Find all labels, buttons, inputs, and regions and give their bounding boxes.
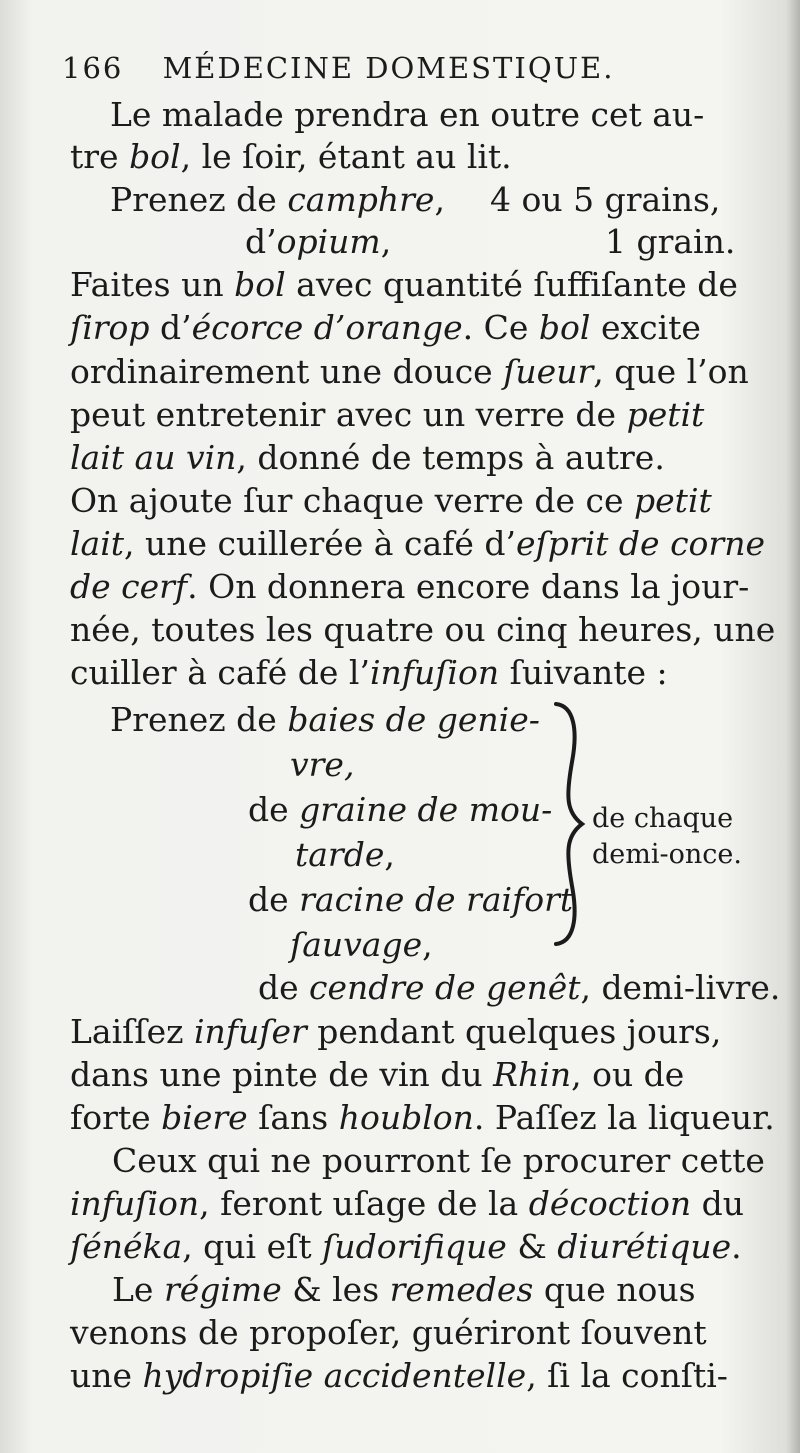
text-span: , qui eſt xyxy=(182,1227,323,1266)
text-line xyxy=(112,1141,765,1181)
text-line xyxy=(245,222,391,262)
italic-term: lait au vin xyxy=(70,438,237,477)
text-line xyxy=(70,1227,742,1267)
dose-line xyxy=(605,222,735,262)
italic-term: houblon xyxy=(338,1098,474,1137)
text-span: , donné de temps à autre. xyxy=(236,438,665,477)
italic-term: infuſer xyxy=(193,1012,307,1051)
text-span: On ajoute ſur chaque verre de ce xyxy=(70,481,635,520)
text-span: dans une pinte de vin du xyxy=(70,1055,494,1094)
quantity-text: demi-once. xyxy=(592,839,742,870)
italic-term: régime xyxy=(163,1270,282,1309)
text-span: née, toutes les quatre ou cinq heures, une xyxy=(70,610,776,649)
text-line xyxy=(70,1012,721,1052)
dose: 4 ou 5 grains, xyxy=(490,180,721,219)
recipe-line xyxy=(290,925,433,965)
text-span: , xyxy=(434,180,445,219)
text-span: d’ xyxy=(245,222,277,261)
text-span: , ſi la conſti- xyxy=(526,1356,728,1395)
running-title: MÉDECINE DOMESTIQUE. xyxy=(162,51,615,85)
text-span: , que l’on xyxy=(593,352,749,391)
text-line xyxy=(70,1055,684,1095)
italic-term: bol xyxy=(234,265,286,304)
text-span: . On donnera encore dans la jour- xyxy=(187,567,750,606)
italic-term: ſudorifique xyxy=(322,1227,507,1266)
text-span: Prenez de xyxy=(110,700,288,739)
text-span: forte xyxy=(70,1098,162,1137)
text-line xyxy=(70,1184,744,1224)
text-line xyxy=(70,524,765,564)
dose: 1 grain. xyxy=(605,222,736,261)
text-span: . Ce xyxy=(462,308,539,347)
text-span: , feront uſage de la xyxy=(199,1184,529,1223)
text-span: Laiſſez xyxy=(70,1012,194,1051)
recipe-line xyxy=(110,700,540,740)
text-line xyxy=(70,1356,728,1396)
page-header xyxy=(62,48,614,88)
quantity-text: de chaque xyxy=(592,803,734,834)
italic-term: diurétique xyxy=(557,1227,732,1266)
italic-term: bol xyxy=(129,137,181,176)
text-span: ſans xyxy=(247,1098,339,1137)
text-line xyxy=(110,180,445,220)
text-span: . xyxy=(731,1227,742,1266)
italic-term: baies de genie- xyxy=(287,700,540,739)
text-span: , ou de xyxy=(571,1055,685,1094)
italic-term: racine de raifort xyxy=(299,880,574,919)
text-span: , le ſoir, étant au lit. xyxy=(180,137,512,176)
italic-term: cendre de genêt xyxy=(309,968,581,1007)
italic-term: vre, xyxy=(290,745,355,784)
text-span: . Paſſez la liqueur. xyxy=(473,1098,775,1137)
italic-term: bol xyxy=(538,308,591,347)
text-span: & les xyxy=(281,1270,390,1309)
text-line xyxy=(70,352,749,392)
italic-term: eſprit de corne xyxy=(515,524,765,563)
page-edge-shadow xyxy=(786,0,800,1453)
text-span: une xyxy=(70,1356,143,1395)
dose-line xyxy=(490,180,720,220)
text-span: que nous xyxy=(533,1270,696,1309)
text-line xyxy=(112,1270,696,1310)
text-span: de xyxy=(248,790,300,829)
text-span: venons de propoſer, guériront ſouvent xyxy=(70,1313,707,1352)
italic-term: petit xyxy=(626,395,705,434)
italic-term: biere xyxy=(161,1098,248,1137)
curly-brace-icon xyxy=(548,700,588,948)
quantity-line xyxy=(592,802,733,836)
text-span: & xyxy=(506,1227,558,1266)
recipe-line xyxy=(258,968,780,1008)
text-line xyxy=(70,438,665,478)
text-span: Faites un xyxy=(70,265,235,304)
text-span: avec quantité ſuffiſante de xyxy=(285,265,738,304)
text-line xyxy=(70,1098,775,1138)
text-line xyxy=(70,308,701,348)
text-span: tre xyxy=(70,137,130,176)
italic-term: ſauvage xyxy=(290,925,423,964)
italic-term: infuſion xyxy=(369,653,500,692)
text-span: peut entretenir avec un verre de xyxy=(70,395,627,434)
text-span: du xyxy=(691,1184,744,1223)
italic-term: Rhin xyxy=(493,1055,572,1094)
text-line xyxy=(70,653,668,693)
italic-term: opium xyxy=(276,222,381,261)
text-span: , xyxy=(380,222,392,261)
text-span: cuiller à café de l’ xyxy=(70,653,370,692)
italic-term: hydropiſie accidentelle xyxy=(142,1356,527,1395)
italic-term: ſirop xyxy=(70,308,150,347)
text-span: de xyxy=(248,880,300,919)
italic-term: ſénéka xyxy=(70,1227,183,1266)
italic-term: écorce d’orange xyxy=(191,308,463,347)
text-span: Le xyxy=(112,1270,164,1309)
recipe-line xyxy=(290,745,354,785)
text-span: , une cuillerée à café d’ xyxy=(124,524,516,563)
recipe-line xyxy=(248,790,552,830)
text-span: d’ xyxy=(149,308,192,347)
text-span: , xyxy=(384,835,395,874)
text-line xyxy=(70,395,704,435)
text-line xyxy=(70,1313,707,1353)
text-line xyxy=(70,481,712,521)
italic-term: infuſion xyxy=(70,1184,200,1223)
italic-term: lait xyxy=(70,524,125,563)
text-span: Ceux qui ne pourront ſe procurer cette xyxy=(112,1141,765,1180)
italic-term: décoction xyxy=(528,1184,692,1223)
italic-term: graine de mou- xyxy=(299,790,553,829)
text-line xyxy=(70,567,749,607)
page-number: 166 xyxy=(62,51,124,85)
text-span: , xyxy=(422,925,433,964)
text-span: Prenez de xyxy=(110,180,288,219)
italic-term: de cerf xyxy=(70,567,188,606)
text-line xyxy=(110,95,704,135)
text-span: pendant quelques jours, xyxy=(306,1012,722,1051)
text-span: excite xyxy=(590,308,701,347)
text-span: ſuivante : xyxy=(499,653,668,692)
text-line xyxy=(70,610,775,650)
text-span: , demi-livre. xyxy=(580,968,781,1007)
italic-term: tarde xyxy=(295,835,385,874)
quantity-line xyxy=(592,838,742,872)
text-span: Le malade prendra en outre cet au- xyxy=(110,95,705,134)
italic-term: camphre xyxy=(287,180,435,219)
recipe-line xyxy=(295,835,395,875)
italic-term: petit xyxy=(634,481,712,520)
italic-term: ſueur xyxy=(503,352,594,391)
italic-term: remedes xyxy=(389,1270,534,1309)
bleed-through-text xyxy=(600,140,607,165)
text-span: de xyxy=(258,968,310,1007)
text-line xyxy=(70,265,738,305)
text-line xyxy=(70,137,512,177)
recipe-line xyxy=(248,880,573,920)
text-span: ordinairement une douce xyxy=(70,352,504,391)
